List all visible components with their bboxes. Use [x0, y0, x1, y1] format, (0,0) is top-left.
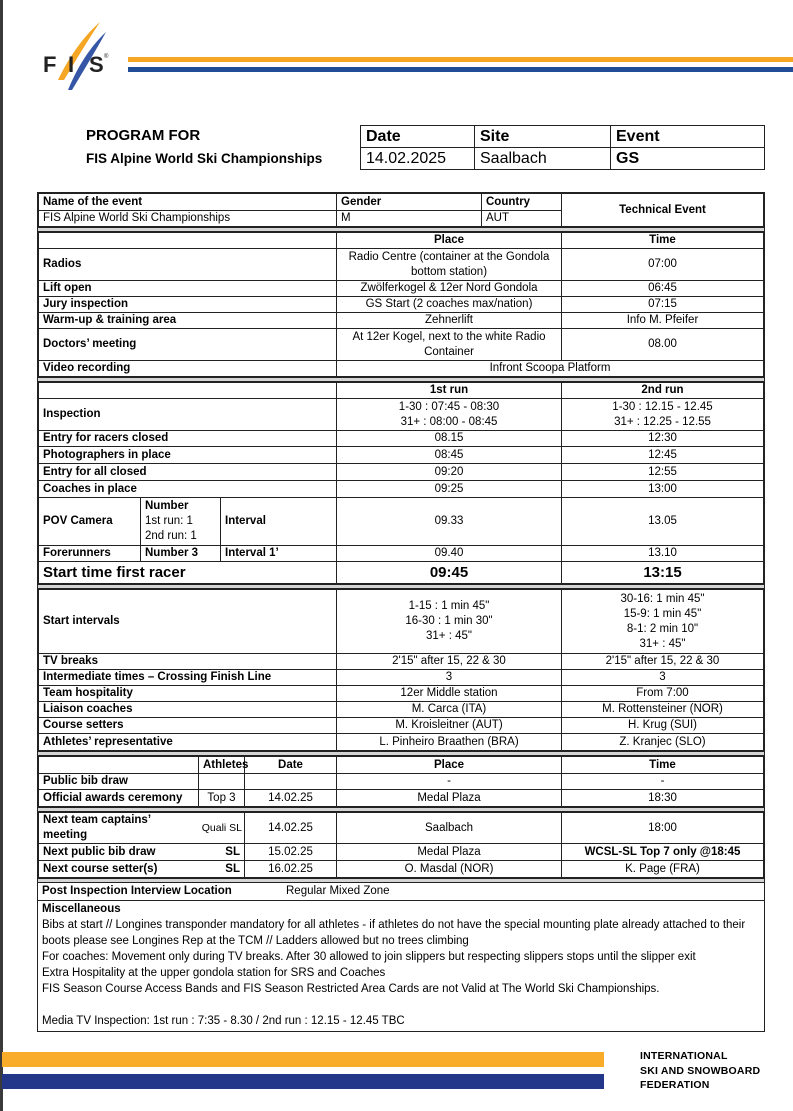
- pov-number-line: 1st run: 1: [145, 515, 193, 527]
- start-time-row: [39, 562, 764, 584]
- row-discipline: SL: [199, 844, 245, 861]
- row-run2: M. Rottensteiner (NOR): [562, 702, 764, 718]
- row-date: [245, 774, 337, 790]
- schedule-row: [39, 281, 764, 297]
- federation-line: SKI AND SNOWBOARD: [640, 1064, 761, 1077]
- intervals-table: [38, 589, 764, 751]
- date-header: Date: [245, 757, 337, 774]
- pov-number-line: 2nd run: 1: [145, 530, 197, 542]
- interval-row: [39, 654, 764, 670]
- place-header: Place: [337, 233, 562, 249]
- forerunners-label: Forerunners: [39, 546, 141, 562]
- row-time: 07:00: [562, 249, 764, 281]
- row-place: Zwölferkogel & 12er Nord Gondola: [337, 281, 562, 297]
- row-label: Athletes’ representative: [39, 734, 337, 751]
- event-name-label: Name of the event: [39, 194, 337, 211]
- gender-label: Gender: [337, 194, 482, 211]
- federation-line: INTERNATIONAL: [640, 1050, 728, 1062]
- place-header: Place: [337, 757, 562, 774]
- interval-line: 8-1: 2 min 10": [626, 622, 699, 635]
- row-label: Coaches in place: [39, 481, 337, 498]
- run-row: [39, 481, 764, 498]
- event-header: Event: [611, 126, 765, 148]
- interval-row: [39, 702, 764, 718]
- svg-text:I: I: [68, 52, 75, 77]
- run-row: [39, 464, 764, 481]
- video-recording-value: Infront Scoopa Platform: [337, 361, 764, 377]
- media-tv-inspection: Media TV Inspection: 1st run : 7:35 - 8.30 / 2nd run : 12.15 - 12.45 TBC: [42, 1015, 405, 1027]
- row-run2: From 7:00: [562, 686, 764, 702]
- row-run2: 12:45: [562, 447, 764, 464]
- row-label: Entry for all closed: [39, 464, 337, 481]
- row-label: Official awards ceremony: [39, 790, 199, 807]
- inspection-run1: [337, 399, 562, 431]
- row-run2: 12:55: [562, 464, 764, 481]
- program-subtitle: FIS Alpine World Ski Championships: [86, 151, 323, 166]
- row-run1: 08:45: [337, 447, 562, 464]
- row-label: Radios: [39, 249, 337, 281]
- time-header: Time: [562, 233, 764, 249]
- row-time: -: [562, 774, 764, 790]
- run1-header: 1st run: [337, 383, 562, 399]
- row-label: TV breaks: [39, 654, 337, 670]
- page-left-edge: [0, 0, 3, 1111]
- svg-text:F: F: [43, 52, 57, 77]
- ceremony-table: [38, 756, 764, 807]
- pov-run1: 09.33: [337, 498, 562, 546]
- row-date: 14.02.25: [245, 790, 337, 807]
- interval-row: [39, 718, 764, 734]
- row-time: 08.00: [562, 329, 764, 361]
- row-place: At 12er Kogel, next to the white Radio Container: [337, 329, 562, 361]
- ceremony-row: [39, 790, 764, 807]
- row-run2: Z. Kranjec (SLO): [562, 734, 764, 751]
- svg-text:®: ®: [104, 54, 109, 60]
- run2-header: 2nd run: [562, 383, 764, 399]
- row-run2: 13:00: [562, 481, 764, 498]
- federation-name: [640, 1049, 760, 1093]
- row-run1: 3: [337, 670, 562, 686]
- post-inspection-value: Regular Mixed Zone: [286, 885, 390, 897]
- interval-line: 31+ : 45": [639, 637, 686, 650]
- inspection-run1-line: 1-30 : 07:45 - 08:30: [398, 400, 500, 413]
- time-header: Time: [562, 757, 764, 774]
- run-row: [39, 431, 764, 447]
- pov-camera-label: POV Camera: [39, 498, 141, 546]
- next-events-table: [38, 812, 764, 878]
- row-time: 07:15: [562, 297, 764, 313]
- start-intervals-run1: [337, 590, 562, 654]
- row-run1: 09:25: [337, 481, 562, 498]
- schedule-row: [39, 313, 764, 329]
- interval-line: 1-15 : 1 min 45": [408, 600, 490, 612]
- pov-interval-label: Interval: [221, 498, 337, 546]
- misc-line: For coaches: Movement only during TV breaks. After 30 allowed to join slippers but respecting slippers stops until the slipper exit: [42, 951, 696, 963]
- next-row: [39, 844, 764, 861]
- row-run1: 12er Middle station: [337, 686, 562, 702]
- start-intervals-row: [39, 590, 764, 654]
- row-time: WCSL-SL Top 7 only @18:45: [562, 844, 764, 861]
- schedule-table: [38, 232, 764, 377]
- row-run1: M. Carca (ITA): [337, 702, 562, 718]
- country-label: Country: [482, 194, 562, 211]
- inspection-run2: [562, 399, 764, 431]
- header-blue-bar: [128, 67, 793, 72]
- pov-camera-row: [39, 498, 764, 546]
- misc-spacer: [38, 997, 764, 1013]
- row-label: Doctors’ meeting: [39, 329, 337, 361]
- row-place: Medal Plaza: [337, 844, 562, 861]
- event-block: [38, 193, 764, 227]
- video-recording-label: Video recording: [39, 361, 337, 377]
- row-label: Jury inspection: [39, 297, 337, 313]
- gender-value: M: [337, 211, 482, 227]
- row-label: Entry for racers closed: [39, 431, 337, 447]
- row-run1: 09:20: [337, 464, 562, 481]
- inspection-row: [39, 399, 764, 431]
- schedule-row: [39, 249, 764, 281]
- interval-line: 30-16: 1 min 45": [620, 592, 705, 605]
- video-recording-row: [39, 361, 764, 377]
- row-label: Course setters: [39, 718, 337, 734]
- row-run1: L. Pinheiro Braathen (BRA): [337, 734, 562, 751]
- interval-row: [39, 670, 764, 686]
- footer-blue-bar: [2, 1074, 604, 1089]
- header-orange-bar: [128, 57, 793, 62]
- row-place: Radio Centre (container at the Gondola bottom station): [337, 249, 562, 281]
- start-time-label: Start time first racer: [39, 562, 337, 584]
- row-run1: M. Kroisleitner (AUT): [337, 718, 562, 734]
- program-table: [37, 192, 765, 1032]
- row-label: Next public bib draw: [39, 844, 199, 861]
- row-athletes: Top 3: [199, 790, 245, 807]
- pov-run2: 13.05: [562, 498, 764, 546]
- inspection-run1-line: 31+ : 08:00 - 08:45: [400, 415, 498, 428]
- forerunners-run1: 09.40: [337, 546, 562, 562]
- row-date: 15.02.25: [245, 844, 337, 861]
- row-place: GS Start (2 coaches max/nation): [337, 297, 562, 313]
- schedule-row: [39, 329, 764, 361]
- row-date: 14.02.25: [245, 813, 337, 844]
- row-run1: 08.15: [337, 431, 562, 447]
- svg-text:S: S: [89, 52, 104, 77]
- site-header: Site: [475, 126, 611, 148]
- next-row: [39, 861, 764, 878]
- post-inspection-label: Post Inspection Interview Location: [42, 885, 232, 897]
- row-label: Lift open: [39, 281, 337, 297]
- ceremony-row: [39, 774, 764, 790]
- date-value: 14.02.2025: [361, 148, 475, 170]
- interval-row: [39, 686, 764, 702]
- event-value: GS: [611, 148, 765, 170]
- event-name-value: FIS Alpine World Ski Championships: [39, 211, 337, 227]
- footer-orange-bar: [2, 1052, 604, 1067]
- interval-line: 15-9: 1 min 45": [623, 607, 702, 620]
- row-label: Next team captains’ meeting: [39, 813, 199, 844]
- forerunners-row: [39, 546, 764, 562]
- athletes-header: Athletes: [199, 757, 245, 774]
- post-inspection-row: [38, 883, 764, 900]
- row-time: Info M. Pfeifer: [562, 313, 764, 329]
- misc-line: Bibs at start // Longines transponder mandatory for all athletes - if athletes do not have the special mounting plate already attached to their boots please see Longines Rep at the TCM // Ladders allowed but no trees climbing: [42, 919, 746, 947]
- row-label: Public bib draw: [39, 774, 199, 790]
- row-label: Next course setter(s): [39, 861, 199, 878]
- row-label: Team hospitality: [39, 686, 337, 702]
- country-value: AUT: [482, 211, 562, 227]
- interval-line: 16-30 : 1 min 30": [405, 615, 493, 627]
- start-time-run2: 13:15: [562, 562, 764, 584]
- event-info-table: [360, 125, 765, 170]
- row-label: Photographers in place: [39, 447, 337, 464]
- forerunners-interval: Interval 1’: [221, 546, 337, 562]
- row-place: Zehnerlift: [337, 313, 562, 329]
- misc-line: FIS Season Course Access Bands and FIS Season Restricted Area Cards are not Valid at The World Ski Championships.: [42, 983, 660, 995]
- interval-line: 31+ : 45": [426, 630, 472, 642]
- row-time: 06:45: [562, 281, 764, 297]
- row-discipline: SL: [199, 861, 245, 878]
- schedule-header-empty: [39, 233, 337, 249]
- runs-table: [38, 382, 764, 584]
- row-place: Saalbach: [337, 813, 562, 844]
- start-time-run1: 09:45: [337, 562, 562, 584]
- forerunners-number: Number 3: [141, 546, 221, 562]
- start-intervals-run2: [562, 590, 764, 654]
- date-header: Date: [361, 126, 475, 148]
- forerunners-run2: 13.10: [562, 546, 764, 562]
- runs-header-empty: [39, 383, 337, 399]
- row-run2: 12:30: [562, 431, 764, 447]
- row-time: 18:00: [562, 813, 764, 844]
- pov-number-cell: [141, 498, 221, 546]
- inspection-run2-line: 1-30 : 12.15 - 12.45: [612, 400, 713, 413]
- row-time: 18:30: [562, 790, 764, 807]
- row-athletes: [199, 774, 245, 790]
- program-title: PROGRAM FOR: [86, 127, 201, 144]
- start-intervals-label: Start intervals: [39, 590, 337, 654]
- miscellaneous-title: Miscellaneous: [42, 903, 121, 915]
- row-place: -: [337, 774, 562, 790]
- inspection-run2-line: 31+ : 12.25 - 12.55: [614, 415, 711, 428]
- schedule-row: [39, 297, 764, 313]
- technical-event-label: Technical Event: [562, 194, 764, 227]
- row-place: O. Masdal (NOR): [337, 861, 562, 878]
- row-run1: 2'15" after 15, 22 & 30: [337, 654, 562, 670]
- federation-line: FEDERATION: [640, 1079, 710, 1091]
- row-run2: H. Krug (SUI): [562, 718, 764, 734]
- row-time: K. Page (FRA): [562, 861, 764, 878]
- row-label: Warm-up & training area: [39, 313, 337, 329]
- pov-number-label: Number: [145, 500, 189, 512]
- interval-row: [39, 734, 764, 751]
- fis-logo-icon: [40, 20, 120, 90]
- row-label: Liaison coaches: [39, 702, 337, 718]
- row-date: 16.02.25: [245, 861, 337, 878]
- next-row: [39, 813, 764, 844]
- row-discipline: Quali SL: [199, 813, 245, 844]
- misc-line: Extra Hospitality at the upper gondola station for SRS and Coaches: [42, 967, 386, 979]
- site-value: Saalbach: [475, 148, 611, 170]
- fis-logo: [40, 20, 120, 90]
- miscellaneous-section: [38, 900, 764, 1031]
- row-place: Medal Plaza: [337, 790, 562, 807]
- row-run2: 3: [562, 670, 764, 686]
- ceremony-header-empty: [39, 757, 199, 774]
- inspection-label: Inspection: [39, 399, 337, 431]
- row-run2: 2'15" after 15, 22 & 30: [562, 654, 764, 670]
- row-label: Intermediate times – Crossing Finish Line: [39, 670, 337, 686]
- run-row: [39, 447, 764, 464]
